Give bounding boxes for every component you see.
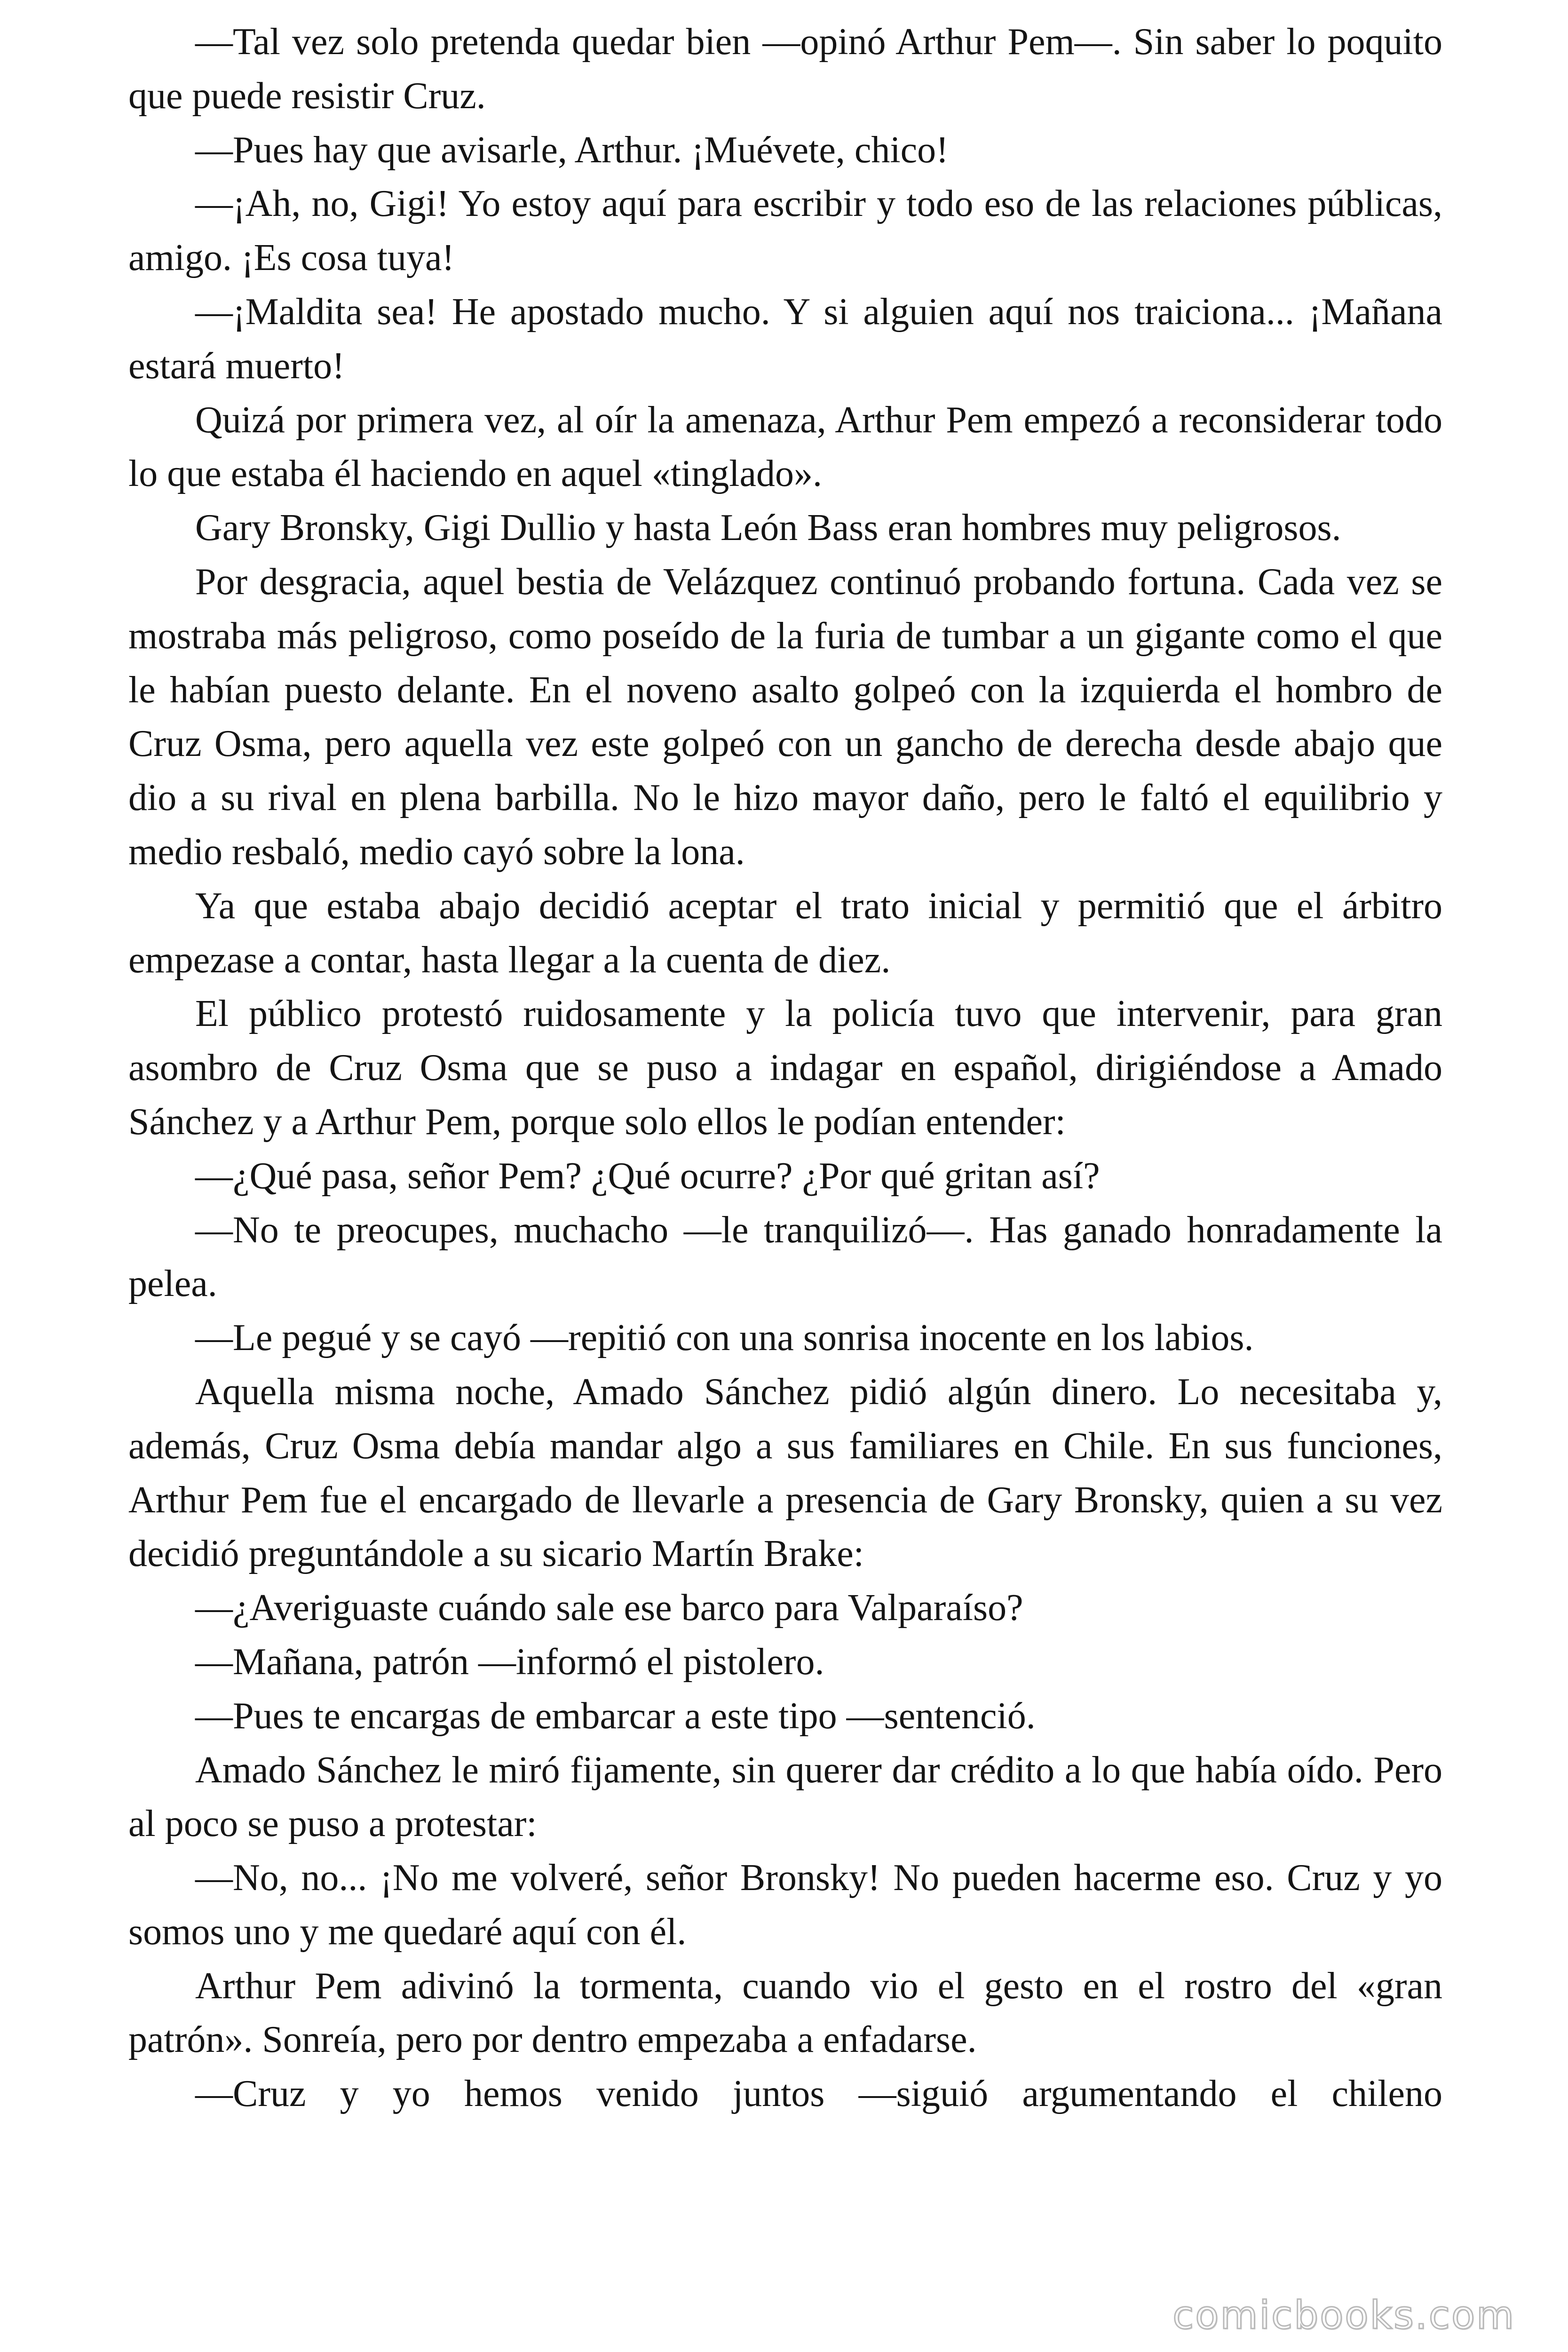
paragraph: —Le pegué y se cayó —repitió con una sonrisa inocente en los labios. <box>195 1317 1254 1359</box>
paragraph: —Tal vez solo pretenda quedar bien —opinó Arthur Pem—. Sin saber lo poquito que puede resistir Cruz. <box>128 21 1442 117</box>
paragraph: —¡Maldita sea! He apostado mucho. Y si alguien aquí nos traiciona... ¡Mañana estará muerto! <box>128 291 1442 387</box>
paragraph: —¡Ah, no, Gigi! Yo estoy aquí para escribir y todo eso de las relaciones públicas, amigo. ¡Es cosa tuya! <box>128 183 1442 279</box>
paragraph: Por desgracia, aquel bestia de Velázquez continuó probando fortuna. Cada vez se mostraba más peligroso, como poseído de la furia de tumbar a un gigante como el que le habían puesto delante. En el noveno asalto golpeó con la izquierda el hombro de Cruz Osma, pero aquella vez este golpeó con un gancho de derecha desde abajo que dio a su rival en plena barbilla. No le hizo mayor daño, pero le faltó el equilibrio y medio resbaló, medio cayó sobre la lona. <box>128 561 1442 873</box>
paragraph: El público protestó ruidosamente y la policía tuvo que intervenir, para gran asombro de Cruz Osma que se puso a indagar en español, dirigiéndose a Amado Sánchez y a Arthur Pem, porque solo ellos le podían entender: <box>128 993 1442 1143</box>
paragraph: Ya que estaba abajo decidió aceptar el trato inicial y permitió que el árbitro empezase a contar, hasta llegar a la cuenta de diez. <box>128 885 1442 981</box>
paragraph: —No, no... ¡No me volveré, señor Bronsky! No pueden hacerme eso. Cruz y yo somos uno y me quedaré aquí con él. <box>128 1857 1442 1953</box>
paragraph: Arthur Pem adivinó la tormenta, cuando vio el gesto en el rostro del «gran patrón». Sonreía, pero por dentro empezaba a enfadarse. <box>128 1965 1442 2061</box>
paragraph: —Pues hay que avisarle, Arthur. ¡Muévete, chico! <box>195 129 949 171</box>
paragraph: —No te preocupes, muchacho —le tranquilizó—. Has ganado honradamente la pelea. <box>128 1209 1442 1305</box>
paragraph: Aquella misma noche, Amado Sánchez pidió algún dinero. Lo necesitaba y, además, Cruz Osma debía mandar algo a sus familiares en Chile. En sus funciones, Arthur Pem fue el encargado de llevarle a presencia de Gary Bronsky, quien a su vez decidió preguntándole a su sicario Martín Brake: <box>128 1371 1442 1575</box>
paragraph-continued: —Cruz y yo hemos venido juntos —siguió argumentando el chileno <box>195 2073 1442 2115</box>
paragraph: —¿Qué pasa, señor Pem? ¿Qué ocurre? ¿Por qué gritan así? <box>195 1155 1100 1197</box>
paragraph: Amado Sánchez le miró fijamente, sin querer dar crédito a lo que había oído. Pero al poco se puso a protestar: <box>128 1749 1442 1845</box>
paragraph: Quizá por primera vez, al oír la amenaza, Arthur Pem empezó a reconsiderar todo lo que estaba él haciendo en aquel «tinglado». <box>128 399 1442 495</box>
page-body <box>128 15 1442 2121</box>
paragraph: —Pues te encargas de embarcar a este tipo —sentenció. <box>195 1695 1036 1737</box>
paragraph: —Mañana, patrón —informó el pistolero. <box>195 1641 824 1683</box>
paragraph: —¿Averiguaste cuándo sale ese barco para Valparaíso? <box>195 1587 1023 1629</box>
watermark: comicbooks.com <box>1172 2293 1515 2338</box>
paragraph: Gary Bronsky, Gigi Dullio y hasta León Bass eran hombres muy peligrosos. <box>195 507 1341 549</box>
